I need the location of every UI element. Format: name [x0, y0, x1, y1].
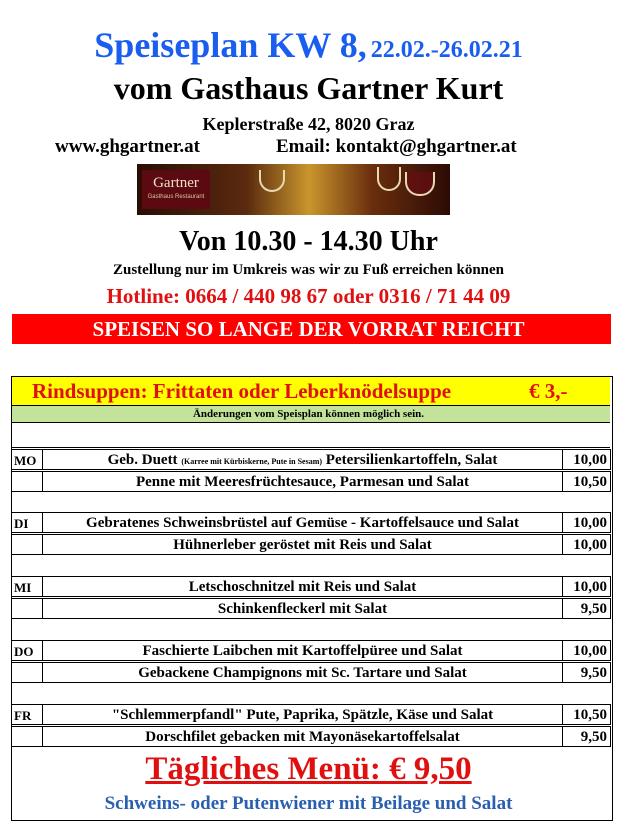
- table-row: [11, 598, 611, 619]
- table-row: [11, 576, 611, 597]
- table-row: [11, 640, 611, 661]
- day-label: MI: [11, 576, 42, 597]
- daily-menu-description: Schweins- oder Putenwiener mit Beilage und Salat: [104, 793, 513, 814]
- wine-glass-icon: [377, 167, 401, 191]
- table-row: [11, 471, 611, 492]
- daily-menu-title: Tägliches Menü: € 9,50: [145, 751, 472, 787]
- day-label: MO: [11, 449, 42, 470]
- dish-name: Gebratenes Schweinsbrüstel auf Gemüse - Kartoffelsauce und Salat: [42, 512, 563, 533]
- dish-name: Hühnerleber geröstet mit Reis und Salat: [42, 534, 563, 555]
- dish-price: 10,50: [563, 471, 611, 492]
- wine-glass-icon: [405, 172, 435, 196]
- dish-price: 9,50: [563, 662, 611, 683]
- soup-row: [32, 379, 592, 404]
- dish-price: 10,50: [563, 704, 611, 725]
- dish-name: Gebackene Champignons mit Sc. Tartare und Salat: [42, 662, 563, 683]
- dish-name: Penne mit Meeresfrüchtesauce, Parmesan und Salat: [42, 471, 563, 492]
- table-row: [11, 534, 611, 555]
- day-label: DO: [11, 640, 42, 661]
- dish-name: "Schlemmerpfandl" Pute, Paprika, Spätzle, Käse und Salat: [42, 704, 563, 725]
- restaurant-name: vom Gasthaus Gartner Kurt: [113, 70, 504, 106]
- hotline: Hotline: 0664 / 440 98 67 oder 0316 / 71 44 09: [106, 284, 511, 308]
- day-label: FR: [11, 704, 42, 725]
- page-title: [0, 24, 617, 66]
- table-row: [11, 449, 611, 470]
- dish-price: 10,00: [563, 449, 611, 470]
- dish-name: Letschoschnitzel mit Reis und Salat: [42, 576, 563, 597]
- logo-name: Gartner: [153, 175, 199, 191]
- dish-name-start: Geb. Duett: [107, 452, 178, 468]
- dish-name: Schinkenfleckerl mit Salat: [42, 598, 563, 619]
- soup-price: € 3,-: [529, 379, 568, 403]
- delivery-note: Zustellung nur im Umkreis was wir zu Fuß erreichen können: [112, 262, 505, 278]
- dish-name: Faschierte Laibchen mit Kartoffelpüree und Salat: [42, 640, 563, 661]
- stock-notice: SPEISEN SO LANGE DER VORRAT REICHT: [92, 317, 525, 341]
- dish-name: [42, 449, 563, 470]
- dish-price: 10,00: [563, 534, 611, 555]
- day-label-empty: [11, 598, 42, 619]
- logo-subtitle: Gasthaus Restaurant: [147, 194, 205, 200]
- table-row: [11, 726, 611, 747]
- opening-hours: Von 10.30 - 14.30 Uhr: [179, 226, 438, 257]
- restaurant-banner-image: [137, 164, 450, 215]
- website-link[interactable]: www.ghgartner.at: [55, 136, 200, 157]
- day-label-empty: [11, 726, 42, 747]
- soup-name: Rindsuppen: Frittaten oder Leberknödelsuppe: [32, 379, 452, 403]
- title-main: Speiseplan KW 8,: [94, 25, 367, 65]
- table-row: [11, 512, 611, 533]
- dish-price: 10,00: [563, 640, 611, 661]
- day-label: DI: [11, 512, 42, 533]
- day-label-empty: [11, 662, 42, 683]
- dish-price: 9,50: [563, 726, 611, 747]
- blank-row: [12, 423, 610, 448]
- menu-change-note: Änderungen vom Speisplan können möglich sein.: [192, 408, 425, 420]
- dish-price: 9,50: [563, 598, 611, 619]
- dish-detail: (Karree mit Kürbiskerne, Pute in Sesam): [181, 457, 323, 466]
- dish-name: Dorschfilet gebacken mit Mayonäsekartoffelsalat: [42, 726, 563, 747]
- table-row: [11, 662, 611, 683]
- dish-price: 10,00: [563, 576, 611, 597]
- logo: [142, 170, 210, 209]
- day-label-empty: [11, 471, 42, 492]
- table-row: [11, 704, 611, 725]
- day-label-empty: [11, 534, 42, 555]
- wine-glass-icon: [259, 170, 285, 192]
- title-dates: 22.02.-26.02.21: [370, 37, 523, 63]
- address: Keplerstraße 42, 8020 Graz: [202, 114, 415, 134]
- dish-price: 10,00: [563, 512, 611, 533]
- email-link[interactable]: Email: kontakt@ghgartner.at: [276, 136, 517, 157]
- dish-name-end: Petersilienkartoffeln, Salat: [325, 452, 498, 468]
